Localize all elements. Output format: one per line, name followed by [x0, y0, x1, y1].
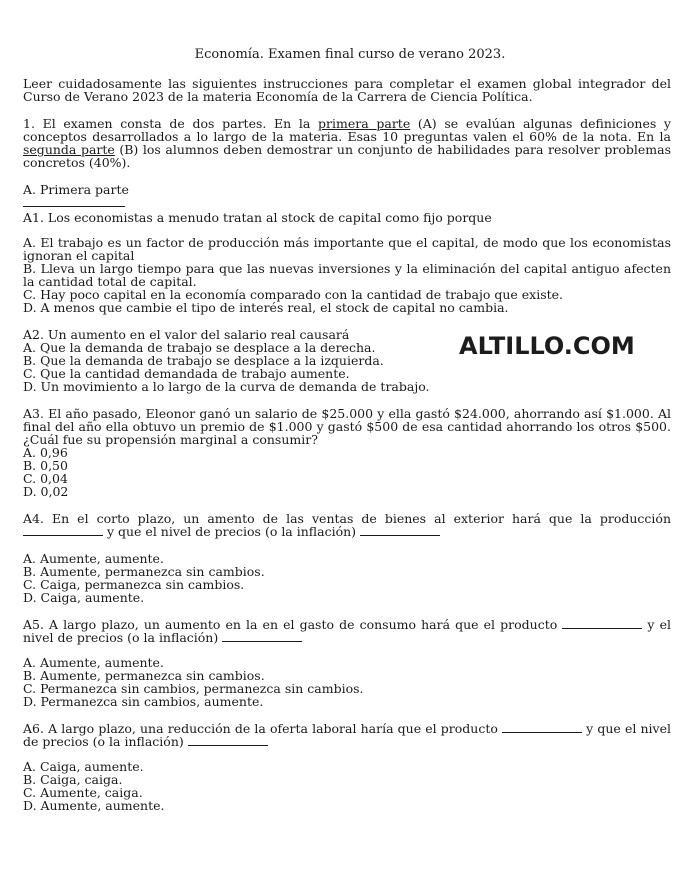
answer-blank-2: [360, 525, 440, 536]
option-b: B. Aumente, permanezca sin cambios.: [23, 564, 265, 579]
question-stem: [23, 512, 671, 538]
option-a: A. Aumente, aumente.: [23, 551, 164, 566]
question-stem: A3. El año pasado, Eleonor ganó un salario de $25.000 y ella gastó $24.000, ahorrando así $1.000. Al final del año ella obtuvo un premio de $1.000 y gastó $500 de esa cantidad ahorrando los otros $500. ¿Cuál fue su propensión marginal a consumir?: [23, 406, 671, 447]
option-b: B. Caiga, caiga.: [23, 772, 123, 787]
question-a3: [23, 407, 671, 498]
option-b: B. Aumente, permanezca sin cambios.: [23, 668, 265, 683]
option-d: D. Un movimiento a lo largo de la curva de demanda de trabajo.: [23, 379, 430, 394]
answer-blank-1: [23, 525, 103, 536]
question-a2: [23, 328, 671, 393]
stem-text-2: y el nivel de precios (o la inflación): [23, 617, 671, 645]
option-c: C. Permanezca sin cambios, permanezca sin cambios.: [23, 681, 364, 696]
stem-text-1: A6. A largo plazo, una reducción de la oferta laboral haría que el producto: [23, 721, 503, 736]
option-c: C. Aumente, caiga.: [23, 785, 143, 800]
option-d: D. Permanezca sin cambios, aumente.: [23, 694, 264, 709]
stem-text-2: y que el nivel de precios (o la inflación): [23, 721, 671, 749]
option-c: C. Caiga, permanezca sin cambios.: [23, 577, 245, 592]
option-c: C. Que la cantidad demandada de trabajo aumente.: [23, 366, 350, 381]
exam-title: Economía. Examen final curso de verano 2023.: [194, 47, 506, 62]
stem-text-1: A5. A largo plazo, un aumento en la en el gasto de consumo hará que el producto: [23, 617, 563, 632]
question-a5: [23, 618, 671, 708]
option-a: A. 0,96: [23, 445, 68, 460]
intro-paragraph: Leer cuidadosamente las siguientes instrucciones para completar el examen global integrador del Curso de Verano 2023 de la materia Economía de la Carrera de Ciencia Política.: [23, 76, 671, 104]
option-a: A. Que la demanda de trabajo se desplace a la derecha.: [23, 340, 376, 355]
option-a: A. El trabajo es un factor de producción más importante que el capital, de modo que los economistas ignoran el capital: [23, 235, 671, 263]
option-c: C. 0,04: [23, 471, 68, 486]
option-a: A. Caiga, aumente.: [23, 759, 144, 774]
instructions-paragraph: [23, 117, 671, 169]
option-d: D. 0,02: [23, 484, 69, 499]
option-d: D. Caiga, aumente.: [23, 590, 145, 605]
question-a1: [23, 211, 671, 314]
instructions-text-2: (A) se evalúan algunas definiciones y conceptos desarrollados a lo largo de la materia. Esas 10 preguntas valen el 60% de la nota. En la: [23, 116, 671, 144]
instructions-text-1: 1. El examen consta de dos partes. En la: [23, 116, 319, 131]
option-d: D. Aumente, aumente.: [23, 798, 165, 813]
primera-parte-underline: primera parte: [318, 116, 411, 131]
answer-blank-1: [562, 618, 642, 629]
stem-text-2: y que el nivel de precios (o la inflación): [103, 524, 361, 539]
segunda-parte-underline: segunda parte: [23, 142, 115, 157]
answer-blank-2: [188, 735, 268, 746]
option-c: C. Hay poco capital en la economía comparado con la cantidad de trabajo que existe.: [23, 287, 564, 302]
section-rule: [23, 206, 125, 207]
answer-blank-2: [222, 631, 302, 642]
stem-text-1: A4. En el corto plazo, un amento de las ventas de bienes al exterior hará que la producción: [23, 511, 671, 526]
option-b: B. 0,50: [23, 458, 68, 473]
option-b: B. Que la demanda de trabajo se desplace a la izquierda.: [23, 353, 384, 368]
exam-body: [23, 48, 671, 812]
question-stem: A1. Los economistas a menudo tratan al stock de capital como fijo porque: [23, 210, 492, 225]
option-a: A. Aumente, aumente.: [23, 655, 164, 670]
option-b: B. Lleva un largo tiempo para que las nuevas inversiones y la eliminación del capital antiguo afecten la cantidad total de capital.: [23, 261, 671, 289]
watermark-altillo: ALTILLO.COM: [459, 332, 635, 360]
question-stem: [23, 618, 671, 644]
section-heading: A. Primera parte: [23, 182, 129, 197]
answer-blank-1: [502, 722, 582, 733]
question-a6: [23, 722, 671, 812]
question-stem: A2. Un aumento en el valor del salario real causará: [23, 327, 350, 342]
option-d: D. A menos que cambie el tipo de interés real, el stock de capital no cambia.: [23, 300, 509, 315]
question-a4: [23, 512, 671, 604]
instructions-text-3: (B) los alumnos deben demostrar un conjunto de habilidades para resolver problemas concretos (40%).: [23, 142, 671, 170]
question-stem: [23, 722, 671, 748]
